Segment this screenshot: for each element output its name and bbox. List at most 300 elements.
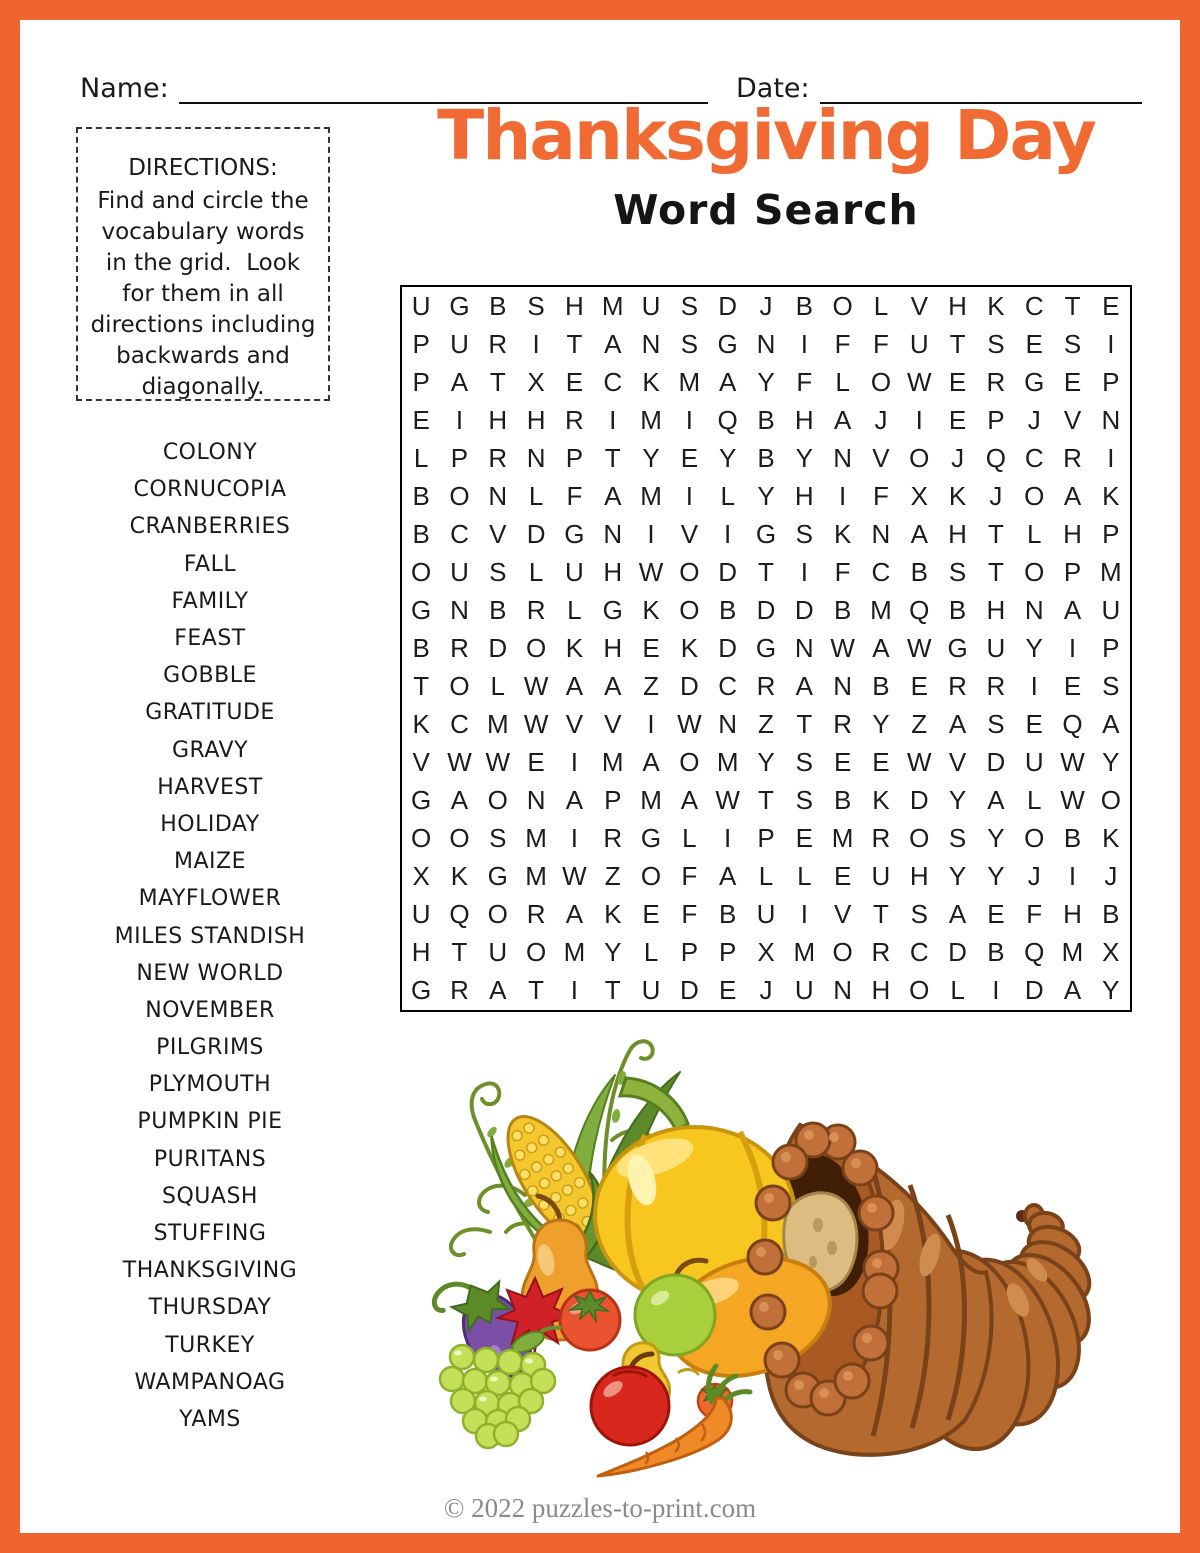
grid-cell[interactable]: T xyxy=(566,328,583,359)
grid-cell[interactable]: W xyxy=(485,747,511,778)
grid-cell[interactable]: T xyxy=(528,975,545,1006)
grid-cell[interactable]: A xyxy=(1063,594,1082,625)
grid-cell[interactable]: S xyxy=(795,747,813,778)
grid-cell[interactable]: Y xyxy=(795,442,813,473)
grid-cell[interactable]: I xyxy=(800,328,808,359)
grid-cell[interactable]: V xyxy=(604,709,622,740)
grid-cell[interactable]: H xyxy=(871,975,891,1006)
grid-cell[interactable]: H xyxy=(411,937,431,968)
grid-cell[interactable]: F xyxy=(872,480,889,511)
grid-cell[interactable]: V xyxy=(412,747,430,778)
grid-cell[interactable]: L xyxy=(950,975,965,1006)
grid-cell[interactable]: T xyxy=(413,671,430,702)
grid-cell[interactable]: I xyxy=(724,518,732,549)
grid-cell[interactable]: F xyxy=(681,861,698,892)
grid-cell[interactable]: A xyxy=(604,480,622,511)
grid-cell[interactable]: N xyxy=(833,442,853,473)
grid-cell[interactable]: I xyxy=(685,480,693,511)
grid-cell[interactable]: I xyxy=(992,975,1000,1006)
grid-cell[interactable]: Y xyxy=(948,861,967,892)
grid-cell[interactable]: T xyxy=(872,899,889,930)
grid-cell[interactable]: S xyxy=(795,785,813,816)
grid-cell[interactable]: R xyxy=(450,975,469,1006)
grid-cell[interactable]: B xyxy=(489,290,507,321)
grid-cell[interactable]: I xyxy=(800,556,808,587)
grid-cell[interactable]: F xyxy=(834,328,851,359)
grid-cell[interactable]: U xyxy=(450,328,469,359)
grid-cell[interactable]: B xyxy=(412,518,430,549)
grid-cell[interactable]: T xyxy=(796,709,813,740)
grid-cell[interactable]: Q xyxy=(1024,937,1045,968)
grid-cell[interactable]: N xyxy=(1024,594,1044,625)
grid-cell[interactable]: W xyxy=(830,632,855,663)
grid-cell[interactable]: L xyxy=(490,671,506,702)
grid-cell[interactable]: C xyxy=(871,556,891,587)
grid-cell[interactable]: G xyxy=(411,785,432,816)
grid-cell[interactable]: D xyxy=(794,594,814,625)
grid-cell[interactable]: M xyxy=(793,937,816,968)
grid-cell[interactable]: B xyxy=(412,480,430,511)
grid-cell[interactable]: B xyxy=(872,671,890,702)
grid-cell[interactable]: E xyxy=(1063,366,1082,397)
grid-cell[interactable]: X xyxy=(412,861,430,892)
grid-cell[interactable]: B xyxy=(910,556,928,587)
grid-cell[interactable]: E xyxy=(412,404,430,435)
grid-cell[interactable]: O xyxy=(1100,785,1121,816)
grid-cell[interactable]: D xyxy=(986,747,1006,778)
grid-cell[interactable]: B xyxy=(757,442,775,473)
grid-cell[interactable]: Y xyxy=(757,366,775,397)
grid-cell[interactable]: I xyxy=(839,480,847,511)
grid-cell[interactable]: M xyxy=(870,594,892,625)
grid-cell[interactable]: O xyxy=(411,823,432,854)
grid-cell[interactable]: E xyxy=(1063,671,1082,702)
grid-cell[interactable]: J xyxy=(951,442,965,473)
grid-cell[interactable]: P xyxy=(604,785,622,816)
grid-cell[interactable]: I xyxy=(455,404,464,435)
grid-cell[interactable]: K xyxy=(604,899,622,930)
grid-cell[interactable]: E xyxy=(719,975,737,1006)
grid-cell[interactable]: O xyxy=(679,747,700,778)
grid-cell[interactable]: B xyxy=(489,594,507,625)
grid-cell[interactable]: I xyxy=(685,404,693,435)
grid-cell[interactable]: I xyxy=(724,823,732,854)
grid-cell[interactable]: J xyxy=(1027,404,1041,435)
grid-cell[interactable]: N xyxy=(756,328,776,359)
grid-cell[interactable]: I xyxy=(647,518,655,549)
grid-cell[interactable]: L xyxy=(873,290,889,321)
grid-cell[interactable]: H xyxy=(794,404,814,435)
grid-cell[interactable]: J xyxy=(1027,861,1041,892)
grid-cell[interactable]: A xyxy=(565,899,584,930)
grid-cell[interactable]: Y xyxy=(757,747,775,778)
grid-cell[interactable]: W xyxy=(638,556,664,587)
grid-cell[interactable]: W xyxy=(677,709,702,740)
grid-cell[interactable]: O xyxy=(909,442,930,473)
grid-cell[interactable]: P xyxy=(412,328,430,359)
grid-cell[interactable]: V xyxy=(680,518,699,549)
grid-cell[interactable]: B xyxy=(1102,899,1120,930)
grid-cell[interactable]: P xyxy=(719,937,737,968)
grid-cell[interactable]: S xyxy=(1102,671,1120,702)
grid-cell[interactable]: D xyxy=(718,556,738,587)
grid-cell[interactable]: E xyxy=(527,747,545,778)
grid-cell[interactable]: M xyxy=(640,785,662,816)
grid-cell[interactable]: B xyxy=(1063,823,1082,854)
grid-cell[interactable]: I xyxy=(570,747,579,778)
grid-cell[interactable]: I xyxy=(609,404,617,435)
grid-cell[interactable]: E xyxy=(642,899,660,930)
grid-cell[interactable]: N xyxy=(1101,404,1121,435)
grid-cell[interactable]: W xyxy=(715,785,740,816)
grid-cell[interactable]: V xyxy=(872,442,890,473)
grid-cell[interactable]: P xyxy=(1063,556,1082,587)
grid-cell[interactable]: Y xyxy=(1102,975,1120,1006)
grid-cell[interactable]: E xyxy=(833,747,852,778)
grid-cell[interactable]: A xyxy=(910,518,928,549)
grid-cell[interactable]: P xyxy=(680,937,699,968)
grid-cell[interactable]: H xyxy=(565,290,584,321)
grid-cell[interactable]: C xyxy=(450,518,469,549)
grid-cell[interactable]: T xyxy=(604,975,621,1006)
grid-cell[interactable]: I xyxy=(1107,442,1115,473)
grid-cell[interactable]: Q xyxy=(717,404,738,435)
grid-cell[interactable]: S xyxy=(987,709,1005,740)
grid-cell[interactable]: M xyxy=(563,937,586,968)
grid-cell[interactable]: U xyxy=(909,328,929,359)
grid-cell[interactable]: L xyxy=(758,861,774,892)
grid-cell[interactable]: Y xyxy=(719,442,737,473)
grid-cell[interactable]: K xyxy=(642,366,660,397)
grid-cell[interactable]: H xyxy=(488,404,508,435)
grid-cell[interactable]: G xyxy=(717,328,738,359)
grid-cell[interactable]: K xyxy=(987,290,1005,321)
grid-cell[interactable]: E xyxy=(795,823,813,854)
grid-cell[interactable]: S xyxy=(1063,328,1082,359)
grid-cell[interactable]: C xyxy=(909,937,929,968)
grid-cell[interactable]: G xyxy=(602,594,623,625)
grid-cell[interactable]: P xyxy=(757,823,775,854)
grid-cell[interactable]: J xyxy=(1104,861,1118,892)
grid-cell[interactable]: D xyxy=(679,975,699,1006)
grid-cell[interactable]: N xyxy=(641,328,661,359)
grid-cell[interactable]: R xyxy=(565,404,584,435)
grid-cell[interactable]: G xyxy=(411,594,432,625)
grid-cell[interactable]: K xyxy=(1102,480,1120,511)
grid-cell[interactable]: U xyxy=(986,632,1006,663)
grid-cell[interactable]: A xyxy=(719,861,737,892)
grid-cell[interactable]: R xyxy=(756,671,776,702)
grid-cell[interactable]: S xyxy=(948,823,967,854)
grid-cell[interactable]: E xyxy=(910,671,928,702)
grid-cell[interactable]: N xyxy=(526,442,546,473)
grid-cell[interactable]: L xyxy=(643,937,659,968)
grid-cell[interactable]: K xyxy=(642,594,660,625)
grid-cell[interactable]: O xyxy=(1024,823,1045,854)
grid-cell[interactable]: A xyxy=(948,709,967,740)
grid-cell[interactable]: J xyxy=(874,404,888,435)
grid-cell[interactable]: A xyxy=(450,366,469,397)
grid-cell[interactable]: P xyxy=(987,404,1005,435)
grid-cell[interactable]: R xyxy=(603,823,623,854)
grid-cell[interactable]: E xyxy=(872,747,890,778)
grid-cell[interactable]: T xyxy=(987,556,1004,587)
grid-cell[interactable]: F xyxy=(1026,899,1043,930)
grid-cell[interactable]: O xyxy=(640,861,662,892)
grid-cell[interactable]: N xyxy=(833,671,853,702)
grid-cell[interactable]: I xyxy=(800,899,808,930)
grid-cell[interactable]: V xyxy=(1063,404,1082,435)
grid-cell[interactable]: B xyxy=(987,937,1005,968)
grid-cell[interactable]: R xyxy=(526,899,546,930)
grid-cell[interactable]: L xyxy=(567,594,582,625)
grid-cell[interactable]: C xyxy=(1024,442,1044,473)
grid-cell[interactable]: K xyxy=(412,709,430,740)
grid-cell[interactable]: T xyxy=(451,937,468,968)
grid-cell[interactable]: C xyxy=(718,671,738,702)
grid-cell[interactable]: W xyxy=(906,747,932,778)
grid-cell[interactable]: L xyxy=(797,861,812,892)
grid-cell[interactable]: L xyxy=(835,366,850,397)
grid-cell[interactable]: P xyxy=(450,442,469,473)
grid-cell[interactable]: S xyxy=(527,290,545,321)
grid-cell[interactable]: D xyxy=(948,937,967,968)
grid-cell[interactable]: O xyxy=(679,594,700,625)
grid-cell[interactable]: I xyxy=(1068,632,1077,663)
grid-cell[interactable]: O xyxy=(679,556,700,587)
grid-cell[interactable]: L xyxy=(1026,518,1042,549)
grid-cell[interactable]: E xyxy=(680,442,699,473)
grid-cell[interactable]: R xyxy=(948,671,967,702)
grid-cell[interactable]: R xyxy=(871,823,891,854)
grid-cell[interactable]: O xyxy=(525,937,547,968)
grid-cell[interactable]: O xyxy=(1024,556,1045,587)
grid-cell[interactable]: U xyxy=(565,556,584,587)
grid-cell[interactable]: N xyxy=(871,518,891,549)
grid-cell[interactable]: C xyxy=(1024,290,1044,321)
grid-cell[interactable]: L xyxy=(413,442,429,473)
grid-cell[interactable]: E xyxy=(987,899,1005,930)
grid-cell[interactable]: M xyxy=(640,480,662,511)
grid-cell[interactable]: S xyxy=(489,823,507,854)
grid-cell[interactable]: V xyxy=(565,709,584,740)
grid-cell[interactable]: R xyxy=(833,709,853,740)
grid-cell[interactable]: W xyxy=(906,366,932,397)
grid-cell[interactable]: H xyxy=(603,556,623,587)
grid-cell[interactable]: B xyxy=(948,594,967,625)
grid-cell[interactable]: I xyxy=(1068,861,1077,892)
grid-cell[interactable]: U xyxy=(756,899,776,930)
grid-cell[interactable]: A xyxy=(604,328,622,359)
grid-cell[interactable]: M xyxy=(486,709,509,740)
grid-cell[interactable]: Z xyxy=(643,671,659,702)
grid-cell[interactable]: M xyxy=(716,747,739,778)
grid-cell[interactable]: A xyxy=(604,671,622,702)
grid-cell[interactable]: O xyxy=(411,556,432,587)
grid-cell[interactable]: X xyxy=(1102,937,1120,968)
grid-cell[interactable]: A xyxy=(948,899,967,930)
grid-cell[interactable]: E xyxy=(948,404,967,435)
grid-cell[interactable]: A xyxy=(795,671,813,702)
grid-cell[interactable]: P xyxy=(1102,518,1120,549)
grid-cell[interactable]: E xyxy=(1025,328,1043,359)
grid-cell[interactable]: H xyxy=(1063,518,1082,549)
grid-cell[interactable]: O xyxy=(832,290,853,321)
grid-cell[interactable]: G xyxy=(487,861,508,892)
grid-cell[interactable]: F xyxy=(872,328,889,359)
grid-cell[interactable]: W xyxy=(523,709,549,740)
grid-cell[interactable]: E xyxy=(1025,709,1043,740)
grid-cell[interactable]: J xyxy=(759,290,773,321)
grid-cell[interactable]: U xyxy=(641,290,661,321)
grid-cell[interactable]: J xyxy=(759,975,773,1006)
grid-cell[interactable]: K xyxy=(565,632,584,663)
grid-cell[interactable]: Z xyxy=(758,709,774,740)
grid-cell[interactable]: C xyxy=(603,366,623,397)
grid-cell[interactable]: O xyxy=(525,632,547,663)
grid-cell[interactable]: A xyxy=(680,785,699,816)
grid-cell[interactable]: W xyxy=(1060,747,1085,778)
grid-cell[interactable]: Y xyxy=(987,861,1005,892)
grid-cell[interactable]: V xyxy=(833,899,852,930)
grid-cell[interactable]: G xyxy=(564,518,585,549)
grid-cell[interactable]: Z xyxy=(604,861,621,892)
grid-cell[interactable]: W xyxy=(1060,785,1085,816)
grid-cell[interactable]: T xyxy=(1064,290,1081,321)
grid-cell[interactable]: U xyxy=(871,861,891,892)
grid-cell[interactable]: A xyxy=(1102,709,1120,740)
grid-cell[interactable]: U xyxy=(488,937,508,968)
grid-cell[interactable]: Z xyxy=(911,709,928,740)
grid-cell[interactable]: Y xyxy=(1025,632,1043,663)
grid-cell[interactable]: O xyxy=(1024,480,1045,511)
grid-cell[interactable]: M xyxy=(831,823,854,854)
grid-cell[interactable]: Q xyxy=(985,442,1006,473)
grid-cell[interactable]: L xyxy=(1026,785,1042,816)
grid-cell[interactable]: I xyxy=(1107,328,1115,359)
grid-cell[interactable]: A xyxy=(987,785,1005,816)
grid-cell[interactable]: D xyxy=(488,632,508,663)
grid-cell[interactable]: B xyxy=(719,899,737,930)
grid-cell[interactable]: N xyxy=(718,709,738,740)
grid-cell[interactable]: O xyxy=(909,975,930,1006)
grid-cell[interactable]: G xyxy=(947,632,968,663)
grid-cell[interactable]: G xyxy=(1024,366,1045,397)
grid-cell[interactable]: P xyxy=(565,442,584,473)
grid-cell[interactable]: M xyxy=(525,823,547,854)
grid-cell[interactable]: H xyxy=(526,404,546,435)
grid-cell[interactable]: E xyxy=(833,861,852,892)
grid-cell[interactable]: H xyxy=(603,632,623,663)
grid-cell[interactable]: S xyxy=(680,328,699,359)
grid-cell[interactable]: X xyxy=(527,366,545,397)
grid-cell[interactable]: Q xyxy=(909,594,930,625)
grid-cell[interactable]: Q xyxy=(1062,709,1083,740)
grid-cell[interactable]: T xyxy=(758,556,774,587)
grid-cell[interactable]: O xyxy=(870,366,892,397)
grid-cell[interactable]: E xyxy=(565,366,584,397)
grid-cell[interactable]: K xyxy=(948,480,967,511)
grid-cell[interactable]: U xyxy=(1024,747,1044,778)
grid-cell[interactable]: H xyxy=(1063,899,1082,930)
grid-cell[interactable]: Y xyxy=(642,442,660,473)
grid-cell[interactable]: A xyxy=(565,671,584,702)
grid-cell[interactable]: H xyxy=(986,594,1006,625)
grid-cell[interactable]: B xyxy=(412,632,430,663)
grid-cell[interactable]: J xyxy=(989,480,1003,511)
grid-cell[interactable]: S xyxy=(987,328,1005,359)
grid-cell[interactable]: A xyxy=(872,632,890,663)
grid-cell[interactable]: R xyxy=(450,632,469,663)
grid-cell[interactable]: I xyxy=(570,975,579,1006)
grid-cell[interactable]: V xyxy=(489,518,507,549)
grid-cell[interactable]: D xyxy=(718,290,738,321)
grid-cell[interactable]: E xyxy=(948,366,967,397)
grid-cell[interactable]: R xyxy=(986,366,1006,397)
grid-cell[interactable]: A xyxy=(1063,480,1082,511)
grid-cell[interactable]: K xyxy=(872,785,890,816)
grid-cell[interactable]: Y xyxy=(948,785,967,816)
grid-cell[interactable]: T xyxy=(758,785,774,816)
grid-cell[interactable]: U xyxy=(450,556,469,587)
grid-cell[interactable]: P xyxy=(1102,632,1120,663)
grid-cell[interactable]: F xyxy=(566,480,583,511)
grid-cell[interactable]: P xyxy=(1102,366,1120,397)
grid-cell[interactable]: K xyxy=(833,518,852,549)
grid-cell[interactable]: W xyxy=(562,861,587,892)
grid-cell[interactable]: A xyxy=(1063,975,1082,1006)
grid-cell[interactable]: O xyxy=(449,480,470,511)
grid-cell[interactable]: N xyxy=(488,480,508,511)
grid-cell[interactable]: G xyxy=(411,975,432,1006)
grid-cell[interactable]: B xyxy=(757,404,775,435)
grid-cell[interactable]: O xyxy=(449,671,470,702)
grid-cell[interactable]: A xyxy=(450,785,469,816)
grid-cell[interactable]: O xyxy=(832,937,853,968)
grid-cell[interactable]: T xyxy=(604,442,621,473)
grid-cell[interactable]: S xyxy=(948,556,967,587)
grid-cell[interactable]: M xyxy=(601,747,624,778)
grid-cell[interactable]: N xyxy=(526,785,546,816)
grid-cell[interactable]: A xyxy=(642,747,660,778)
grid-cell[interactable]: X xyxy=(757,937,775,968)
grid-cell[interactable]: H xyxy=(794,480,814,511)
grid-cell[interactable]: H xyxy=(909,861,929,892)
grid-cell[interactable]: L xyxy=(682,823,697,854)
grid-cell[interactable]: S xyxy=(489,556,507,587)
grid-cell[interactable]: X xyxy=(910,480,928,511)
grid-cell[interactable]: A xyxy=(833,404,852,435)
grid-cell[interactable]: L xyxy=(720,480,735,511)
grid-cell[interactable]: U xyxy=(411,290,431,321)
grid-cell[interactable]: D xyxy=(679,671,699,702)
grid-cell[interactable]: B xyxy=(719,594,737,625)
grid-cell[interactable]: R xyxy=(986,671,1006,702)
grid-cell[interactable]: M xyxy=(1099,556,1122,587)
grid-cell[interactable]: V xyxy=(948,747,967,778)
grid-cell[interactable]: T xyxy=(489,366,506,397)
grid-cell[interactable]: N xyxy=(833,975,853,1006)
grid-cell[interactable]: U xyxy=(794,975,814,1006)
grid-cell[interactable]: O xyxy=(449,823,470,854)
grid-cell[interactable]: V xyxy=(910,290,928,321)
grid-cell[interactable]: R xyxy=(488,328,508,359)
grid-cell[interactable]: E xyxy=(642,632,660,663)
grid-cell[interactable]: O xyxy=(487,899,508,930)
grid-cell[interactable]: L xyxy=(528,556,544,587)
grid-cell[interactable]: K xyxy=(450,861,469,892)
grid-cell[interactable]: F xyxy=(796,366,813,397)
